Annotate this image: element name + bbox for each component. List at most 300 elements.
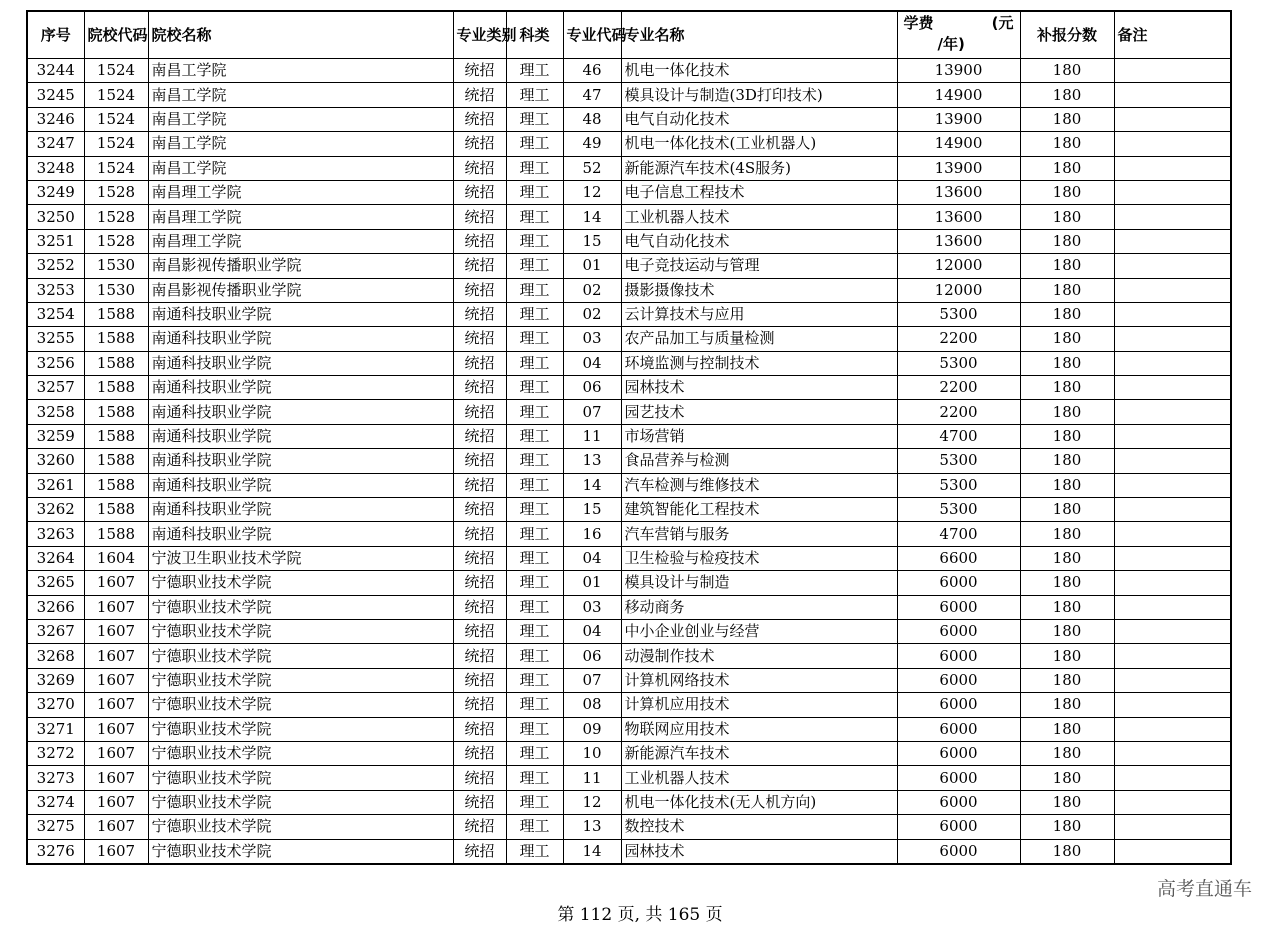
cell-category: 理工 [506,229,563,253]
table-row [27,839,1231,864]
cell-note [1114,400,1231,424]
cell-school-code: 1588 [84,522,148,546]
header-note: 备注 [1114,11,1231,59]
cell-major-type: 统招 [453,132,506,156]
cell-major-name: 中小企业创业与经营 [621,619,897,643]
cell-note [1114,132,1231,156]
cell-school-code: 1524 [84,59,148,83]
cell-fee: 14900 [897,132,1020,156]
cell-major-code: 16 [563,522,621,546]
cell-major-code: 13 [563,815,621,839]
cell-category: 理工 [506,595,563,619]
table-row [27,180,1231,204]
cell-seq: 3249 [27,180,84,204]
cell-major-code: 11 [563,766,621,790]
table-row [27,156,1231,180]
cell-category: 理工 [506,107,563,131]
cell-category: 理工 [506,376,563,400]
cell-fee: 5300 [897,473,1020,497]
cell-major-code: 06 [563,644,621,668]
cell-major-code: 04 [563,619,621,643]
cell-score: 180 [1020,522,1114,546]
cell-major-code: 01 [563,254,621,278]
cell-category: 理工 [506,254,563,278]
cell-major-code: 02 [563,302,621,326]
cell-seq: 3267 [27,619,84,643]
cell-school-code: 1588 [84,302,148,326]
cell-school-name: 南昌工学院 [148,59,453,83]
cell-major-name: 新能源汽车技术(4S服务) [621,156,897,180]
cell-school-name: 南昌理工学院 [148,229,453,253]
cell-school-code: 1607 [84,839,148,864]
cell-note [1114,815,1231,839]
cell-fee: 12000 [897,254,1020,278]
cell-major-type: 统招 [453,522,506,546]
cell-school-name: 南通科技职业学院 [148,522,453,546]
cell-school-code: 1588 [84,327,148,351]
cell-seq: 3247 [27,132,84,156]
cell-school-code: 1528 [84,205,148,229]
header-seq: 序号 [27,11,84,59]
table-row [27,424,1231,448]
cell-fee: 12000 [897,278,1020,302]
cell-note [1114,546,1231,570]
cell-category: 理工 [506,522,563,546]
cell-major-code: 46 [563,59,621,83]
cell-school-code: 1528 [84,229,148,253]
cell-fee: 2200 [897,376,1020,400]
cell-score: 180 [1020,302,1114,326]
cell-major-type: 统招 [453,693,506,717]
cell-school-code: 1607 [84,619,148,643]
cell-major-name: 模具设计与制造(3D打印技术) [621,83,897,107]
table-row [27,693,1231,717]
cell-school-name: 宁德职业技术学院 [148,815,453,839]
cell-fee: 2200 [897,400,1020,424]
cell-score: 180 [1020,449,1114,473]
cell-major-code: 09 [563,717,621,741]
cell-major-name: 机电一体化技术(工业机器人) [621,132,897,156]
cell-major-name: 工业机器人技术 [621,205,897,229]
table-row [27,83,1231,107]
cell-category: 理工 [506,766,563,790]
cell-school-code: 1588 [84,424,148,448]
watermark: 高考直通车 [1156,878,1252,900]
table-row [27,644,1231,668]
cell-seq: 3256 [27,351,84,375]
cell-school-name: 南通科技职业学院 [148,327,453,351]
cell-school-code: 1588 [84,473,148,497]
cell-score: 180 [1020,229,1114,253]
cell-fee: 13600 [897,205,1020,229]
cell-category: 理工 [506,619,563,643]
cell-note [1114,156,1231,180]
cell-school-name: 宁德职业技术学院 [148,693,453,717]
cell-major-name: 云计算技术与应用 [621,302,897,326]
cell-school-name: 宁波卫生职业技术学院 [148,546,453,570]
cell-major-code: 14 [563,839,621,864]
table-row [27,449,1231,473]
cell-school-code: 1588 [84,449,148,473]
table-row [27,205,1231,229]
cell-score: 180 [1020,619,1114,643]
cell-school-code: 1607 [84,693,148,717]
cell-note [1114,229,1231,253]
cell-score: 180 [1020,546,1114,570]
cell-major-code: 02 [563,278,621,302]
cell-major-type: 统招 [453,400,506,424]
cell-major-type: 统招 [453,302,506,326]
header-score: 补报分数 [1020,11,1114,59]
cell-note [1114,59,1231,83]
cell-category: 理工 [506,156,563,180]
table-row [27,107,1231,131]
cell-school-name: 南通科技职业学院 [148,449,453,473]
cell-fee: 13600 [897,229,1020,253]
cell-score: 180 [1020,327,1114,351]
cell-note [1114,278,1231,302]
cell-score: 180 [1020,766,1114,790]
header-major-name: 专业名称 [621,11,897,59]
cell-score: 180 [1020,717,1114,741]
cell-school-code: 1604 [84,546,148,570]
cell-major-type: 统招 [453,766,506,790]
cell-seq: 3260 [27,449,84,473]
cell-school-code: 1607 [84,815,148,839]
cell-school-code: 1607 [84,717,148,741]
cell-seq: 3244 [27,59,84,83]
cell-school-name: 南昌影视传播职业学院 [148,278,453,302]
table-body [27,59,1231,864]
cell-category: 理工 [506,815,563,839]
cell-school-code: 1607 [84,595,148,619]
cell-major-code: 06 [563,376,621,400]
table-row [27,400,1231,424]
cell-school-name: 宁德职业技术学院 [148,595,453,619]
cell-major-code: 04 [563,351,621,375]
cell-major-name: 市场营销 [621,424,897,448]
cell-major-name: 模具设计与制造 [621,571,897,595]
table-row [27,132,1231,156]
cell-category: 理工 [506,302,563,326]
cell-major-type: 统招 [453,107,506,131]
cell-fee: 6000 [897,571,1020,595]
table-row [27,717,1231,741]
cell-seq: 3246 [27,107,84,131]
cell-category: 理工 [506,132,563,156]
header-school-code: 院校代码 [84,11,148,59]
cell-major-type: 统招 [453,839,506,864]
table-row [27,619,1231,643]
cell-school-name: 宁德职业技术学院 [148,839,453,864]
cell-school-code: 1530 [84,254,148,278]
header-fee-unit-close: /年) [937,35,965,53]
cell-category: 理工 [506,790,563,814]
table-row [27,351,1231,375]
cell-major-name: 移动商务 [621,595,897,619]
cell-score: 180 [1020,59,1114,83]
header-school-name: 院校名称 [148,11,453,59]
cell-score: 180 [1020,156,1114,180]
cell-seq: 3258 [27,400,84,424]
cell-note [1114,498,1231,522]
cell-category: 理工 [506,400,563,424]
cell-major-code: 14 [563,205,621,229]
page-footer: 第 112 页, 共 165 页 [557,905,723,925]
cell-major-name: 汽车营销与服务 [621,522,897,546]
cell-major-name: 计算机应用技术 [621,693,897,717]
cell-seq: 3269 [27,668,84,692]
cell-note [1114,302,1231,326]
cell-major-code: 03 [563,327,621,351]
cell-school-name: 宁德职业技术学院 [148,644,453,668]
cell-major-type: 统招 [453,59,506,83]
cell-major-name: 物联网应用技术 [621,717,897,741]
cell-major-type: 统招 [453,595,506,619]
table-row [27,327,1231,351]
cell-score: 180 [1020,693,1114,717]
cell-seq: 3259 [27,424,84,448]
cell-fee: 13900 [897,107,1020,131]
cell-note [1114,376,1231,400]
cell-school-name: 南通科技职业学院 [148,351,453,375]
cell-fee: 13600 [897,180,1020,204]
cell-score: 180 [1020,376,1114,400]
cell-fee: 5300 [897,302,1020,326]
cell-major-name: 环境监测与控制技术 [621,351,897,375]
cell-note [1114,449,1231,473]
header-major-type: 专业类别 [453,11,506,59]
cell-score: 180 [1020,351,1114,375]
cell-major-code: 48 [563,107,621,131]
cell-score: 180 [1020,668,1114,692]
cell-school-name: 南通科技职业学院 [148,424,453,448]
cell-seq: 3266 [27,595,84,619]
cell-major-type: 统招 [453,424,506,448]
cell-major-type: 统招 [453,571,506,595]
cell-note [1114,595,1231,619]
cell-school-name: 南昌理工学院 [148,205,453,229]
cell-fee: 5300 [897,498,1020,522]
cell-score: 180 [1020,839,1114,864]
cell-score: 180 [1020,278,1114,302]
cell-major-type: 统招 [453,254,506,278]
cell-fee: 6000 [897,741,1020,765]
cell-major-type: 统招 [453,229,506,253]
cell-school-code: 1607 [84,741,148,765]
cell-school-name: 南通科技职业学院 [148,473,453,497]
cell-note [1114,571,1231,595]
cell-major-type: 统招 [453,449,506,473]
cell-category: 理工 [506,59,563,83]
cell-note [1114,717,1231,741]
cell-school-name: 南通科技职业学院 [148,376,453,400]
header-category: 科类 [506,11,563,59]
cell-major-name: 工业机器人技术 [621,766,897,790]
cell-fee: 6000 [897,644,1020,668]
cell-major-code: 03 [563,595,621,619]
cell-major-name: 建筑智能化工程技术 [621,498,897,522]
cell-note [1114,205,1231,229]
cell-school-code: 1528 [84,180,148,204]
cell-seq: 3275 [27,815,84,839]
cell-school-name: 宁德职业技术学院 [148,790,453,814]
cell-category: 理工 [506,205,563,229]
cell-school-name: 南昌工学院 [148,132,453,156]
cell-major-code: 10 [563,741,621,765]
cell-school-code: 1607 [84,766,148,790]
cell-major-name: 卫生检验与检疫技术 [621,546,897,570]
cell-school-name: 宁德职业技术学院 [148,668,453,692]
cell-school-code: 1524 [84,83,148,107]
cell-school-name: 南昌工学院 [148,83,453,107]
cell-score: 180 [1020,644,1114,668]
cell-category: 理工 [506,327,563,351]
table-row [27,766,1231,790]
cell-school-name: 宁德职业技术学院 [148,717,453,741]
cell-school-code: 1607 [84,644,148,668]
cell-score: 180 [1020,424,1114,448]
cell-seq: 3257 [27,376,84,400]
cell-school-name: 宁德职业技术学院 [148,619,453,643]
cell-major-code: 49 [563,132,621,156]
cell-school-code: 1524 [84,132,148,156]
cell-note [1114,766,1231,790]
cell-school-code: 1588 [84,351,148,375]
cell-major-name: 电气自动化技术 [621,229,897,253]
cell-major-name: 汽车检测与维修技术 [621,473,897,497]
cell-school-code: 1588 [84,400,148,424]
header-major-code: 专业代码 [563,11,621,59]
cell-fee: 6600 [897,546,1020,570]
cell-major-code: 15 [563,229,621,253]
cell-category: 理工 [506,278,563,302]
cell-major-type: 统招 [453,473,506,497]
cell-seq: 3265 [27,571,84,595]
cell-school-code: 1530 [84,278,148,302]
cell-major-code: 12 [563,790,621,814]
cell-school-code: 1607 [84,790,148,814]
cell-major-name: 机电一体化技术(无人机方向) [621,790,897,814]
table-row [27,815,1231,839]
admissions-table [26,10,1232,865]
cell-school-name: 南通科技职业学院 [148,302,453,326]
cell-major-code: 15 [563,498,621,522]
cell-school-name: 南昌工学院 [148,156,453,180]
cell-major-type: 统招 [453,619,506,643]
cell-school-code: 1524 [84,156,148,180]
cell-note [1114,254,1231,278]
cell-fee: 6000 [897,668,1020,692]
cell-note [1114,522,1231,546]
cell-school-name: 南昌工学院 [148,107,453,131]
cell-score: 180 [1020,498,1114,522]
table-row [27,254,1231,278]
cell-category: 理工 [506,424,563,448]
cell-note [1114,351,1231,375]
cell-score: 180 [1020,571,1114,595]
cell-major-type: 统招 [453,205,506,229]
cell-school-code: 1588 [84,376,148,400]
cell-note [1114,741,1231,765]
table-row [27,473,1231,497]
cell-major-code: 14 [563,473,621,497]
table-row [27,278,1231,302]
cell-major-code: 12 [563,180,621,204]
cell-seq: 3248 [27,156,84,180]
cell-major-code: 13 [563,449,621,473]
cell-major-type: 统招 [453,717,506,741]
cell-major-name: 农产品加工与质量检测 [621,327,897,351]
cell-major-name: 计算机网络技术 [621,668,897,692]
table-row [27,595,1231,619]
cell-category: 理工 [506,571,563,595]
cell-major-type: 统招 [453,376,506,400]
cell-major-code: 08 [563,693,621,717]
cell-fee: 6000 [897,815,1020,839]
cell-note [1114,839,1231,864]
cell-major-type: 统招 [453,644,506,668]
cell-seq: 3270 [27,693,84,717]
table-row [27,498,1231,522]
cell-school-name: 宁德职业技术学院 [148,766,453,790]
table-row [27,376,1231,400]
cell-school-code: 1588 [84,498,148,522]
cell-major-name: 园林技术 [621,839,897,864]
cell-seq: 3264 [27,546,84,570]
cell-major-type: 统招 [453,351,506,375]
cell-major-code: 07 [563,400,621,424]
cell-fee: 6000 [897,693,1020,717]
cell-major-code: 47 [563,83,621,107]
cell-school-code: 1607 [84,668,148,692]
cell-seq: 3255 [27,327,84,351]
cell-major-name: 食品营养与检测 [621,449,897,473]
table-row [27,522,1231,546]
header-row [27,11,1231,59]
cell-major-code: 01 [563,571,621,595]
cell-category: 理工 [506,668,563,692]
cell-school-code: 1524 [84,107,148,131]
cell-fee: 6000 [897,790,1020,814]
cell-score: 180 [1020,83,1114,107]
cell-score: 180 [1020,132,1114,156]
cell-major-type: 统招 [453,498,506,522]
table-row [27,790,1231,814]
cell-score: 180 [1020,595,1114,619]
cell-major-code: 04 [563,546,621,570]
cell-category: 理工 [506,546,563,570]
cell-seq: 3271 [27,717,84,741]
cell-seq: 3245 [27,83,84,107]
cell-seq: 3250 [27,205,84,229]
cell-score: 180 [1020,180,1114,204]
cell-major-type: 统招 [453,327,506,351]
cell-score: 180 [1020,107,1114,131]
cell-category: 理工 [506,741,563,765]
cell-category: 理工 [506,498,563,522]
cell-fee: 13900 [897,156,1020,180]
cell-school-code: 1607 [84,571,148,595]
cell-major-code: 07 [563,668,621,692]
cell-note [1114,83,1231,107]
cell-school-name: 南昌影视传播职业学院 [148,254,453,278]
cell-major-name: 园艺技术 [621,400,897,424]
cell-major-type: 统招 [453,180,506,204]
cell-major-type: 统招 [453,790,506,814]
cell-seq: 3274 [27,790,84,814]
cell-school-name: 宁德职业技术学院 [148,571,453,595]
